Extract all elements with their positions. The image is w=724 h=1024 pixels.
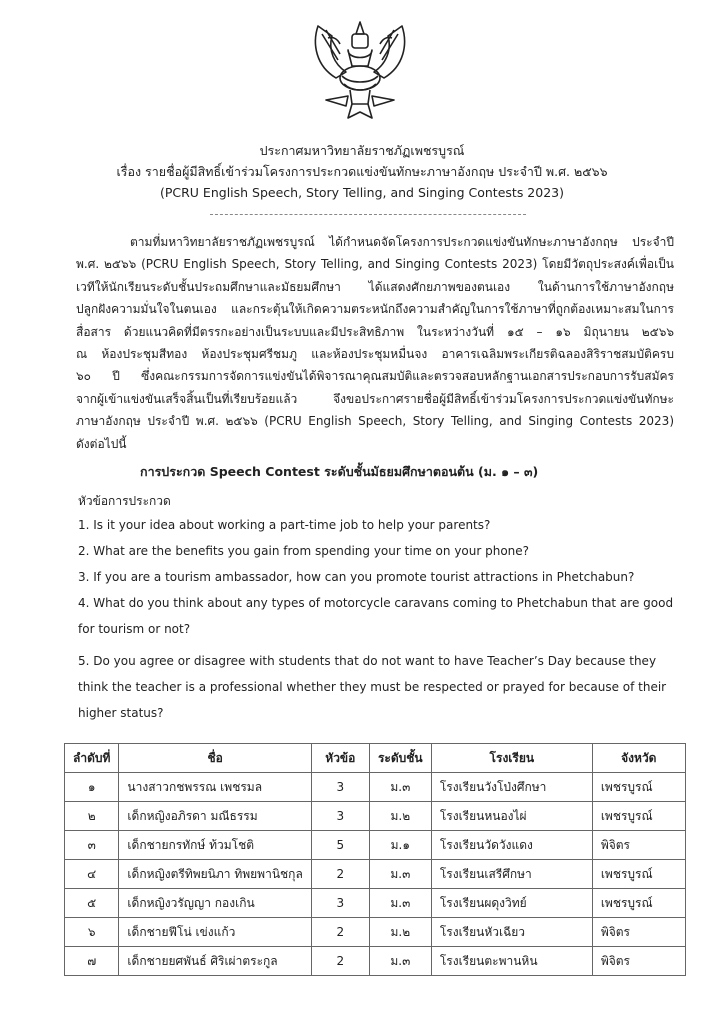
separator-line (210, 214, 526, 215)
cell-province: เพชรบูรณ์ (592, 802, 685, 831)
cell-level: ม.๓ (369, 773, 431, 802)
body-line: เวทีให้นักเรียนระดับชั้นประถมศึกษาและมัธยมศึกษา ได้แสดงศักยภาพของตนเอง ในด้านการใช้ภาษาอังกฤษ (76, 279, 674, 294)
cell-level: ม.๑ (369, 831, 431, 860)
garuda-emblem-icon (298, 14, 422, 126)
cell-topic: 2 (311, 947, 369, 976)
table-row (65, 773, 686, 802)
cell-level: ม.๓ (369, 889, 431, 918)
cell-level: ม.๓ (369, 947, 431, 976)
topics-label: หัวข้อการประกวด (78, 494, 171, 508)
cell-level: ม.๒ (369, 918, 431, 947)
cell-order: ๗ (65, 947, 119, 976)
cell-school: โรงเรียนวังโป่งศึกษา (431, 773, 592, 802)
cell-topic: 2 (311, 918, 369, 947)
cell-topic: 2 (311, 860, 369, 889)
table-row (65, 918, 686, 947)
contest-topics (78, 490, 678, 726)
col-header-name: ชื่อ (119, 744, 311, 773)
cell-province: เพชรบูรณ์ (592, 889, 685, 918)
cell-name: เด็กหญิงวรัญญา กองเกิน (119, 889, 311, 918)
cell-school: โรงเรียนผดุงวิทย์ (431, 889, 592, 918)
announcement-event-name: (PCRU English Speech, Story Telling, and Singing Contests 2023) (159, 185, 564, 200)
cell-order: ๕ (65, 889, 119, 918)
topic-item: 5. Do you agree or disagree with students that do not want to have Teacher’s Day because they think the teacher is a professional whether they must be respected or prayed for because of their higher status? (78, 654, 667, 720)
cell-name: เด็กหญิงอภิรดา มณีธรรม (119, 802, 311, 831)
announcement-title: ประกาศมหาวิทยาลัยราชภัฏเพชรบูรณ์ (259, 143, 465, 158)
cell-school: โรงเรียนเสรีศึกษา (431, 860, 592, 889)
cell-province: พิจิตร (592, 947, 685, 976)
body-line: ณ ห้องประชุมสีทอง ห้องประชุมศรีชมภู และห้องประชุมหมื่นจง อาคารเฉลิมพระเกียรติฉลองสิริราชสมบัติครบ (76, 347, 674, 362)
col-header-order: ลำดับที่ (65, 744, 119, 773)
cell-order: ๖ (65, 918, 119, 947)
cell-province: พิจิตร (592, 918, 685, 947)
table-row (65, 831, 686, 860)
cell-province: เพชรบูรณ์ (592, 860, 685, 889)
cell-level: ม.๓ (369, 860, 431, 889)
section-heading: การประกวด Speech Contest ระดับชั้นมัธยมศึกษาตอนต้น (ม. ๑ – ๓) (140, 464, 539, 479)
topic-item: 2. What are the benefits you gain from spending your time on your phone? (78, 544, 530, 558)
cell-school: โรงเรียนหนองไผ่ (431, 802, 592, 831)
table-row (65, 947, 686, 976)
table-header-row (65, 744, 686, 773)
cell-name: เด็กชายยศพันธ์ ศิริเผ่าตระกูล (119, 947, 311, 976)
topic-item: 3. If you are a tourism ambassador, how can you promote tourist attractions in Phetchabun? (78, 570, 635, 584)
cell-order: ๔ (65, 860, 119, 889)
participants-table (64, 743, 686, 976)
body-line: จากผู้เข้าแข่งขันเสร็จสิ้นเป็นที่เรียบร้อยแล้ว จึงขอประกาศรายชื่อผู้มีสิทธิ์เข้าร่วมโครงการประกวดแข่งขันทักษะ (76, 391, 674, 406)
cell-school: โรงเรียนตะพานหิน (431, 947, 592, 976)
body-line: ๖๐ ปี ซึ่งคณะกรรมการจัดการแข่งขันได้พิจารณาคุณสมบัติและตรวจสอบหลักฐานเอกสารประกอบการรับสมัคร (76, 369, 674, 384)
cell-level: ม.๒ (369, 802, 431, 831)
cell-topic: 5 (311, 831, 369, 860)
col-header-school: โรงเรียน (431, 744, 592, 773)
table-row (65, 860, 686, 889)
topic-item: 4. What do you think about any types of motorcycle caravans coming to Phetchabun that are good for tourism or not? (78, 596, 674, 636)
cell-name: เด็กหญิงตรีทิพยนิภา ทิพยพานิชกุล (119, 860, 311, 889)
body-line: พ.ศ. ๒๕๖๖ (PCRU English Speech, Story Telling, and Singing Contests 2023) โดยมีวัตถุประสงค์เพื่อเป็น (76, 257, 674, 272)
col-header-province: จังหวัด (592, 744, 685, 773)
cell-topic: 3 (311, 773, 369, 802)
table-row (65, 802, 686, 831)
cell-province: พิจิตร (592, 831, 685, 860)
body-line: สื่อสาร ด้วยแนวคิดที่มีตรรกะอย่างเป็นระบบและมีประสิทธิภาพ ในระหว่างวันที่ ๑๕ – ๑๖ มิถุนายน ๒๕๖๖ (76, 324, 674, 339)
body-line: ปลูกฝังความมั่นใจในตนเอง และกระตุ้นให้เกิดความตระหนักถึงความสำคัญในการใช้ภาษาที่ถูกต้องเหมาะสมในการ (76, 302, 674, 317)
col-header-topic: หัวข้อ (311, 744, 369, 773)
announcement-subject: เรื่อง รายชื่อผู้มีสิทธิ์เข้าร่วมโครงการประกวดแข่งขันทักษะภาษาอังกฤษ ประจำปี พ.ศ. ๒๕๖๖ (116, 164, 608, 179)
cell-topic: 3 (311, 802, 369, 831)
col-header-level: ระดับชั้น (369, 744, 431, 773)
table-row (65, 889, 686, 918)
cell-order: ๑ (65, 773, 119, 802)
cell-province: เพชรบูรณ์ (592, 773, 685, 802)
body-line: ตามที่มหาวิทยาลัยราชภัฏเพชรบูรณ์ ได้กำหนดจัดโครงการประกวดแข่งขันทักษะภาษาอังกฤษ ประจำปี (130, 235, 674, 249)
cell-school: โรงเรียนหัวเฉียว (431, 918, 592, 947)
topic-item: 1. Is it your idea about working a part-time job to help your parents? (78, 518, 491, 532)
cell-order: ๒ (65, 802, 119, 831)
body-line: ดังต่อไปนี้ (76, 436, 127, 451)
cell-school: โรงเรียนวัดวังแดง (431, 831, 592, 860)
cell-topic: 3 (311, 889, 369, 918)
cell-name: เด็กชายกรทักษ์ ท้วมโชติ (119, 831, 311, 860)
cell-name: เด็กชายฟีโน่ เข่งแก้ว (119, 918, 311, 947)
cell-order: ๓ (65, 831, 119, 860)
cell-name: นางสาวกชพรรณ เพชรมล (119, 773, 311, 802)
body-line: ภาษาอังกฤษ ประจำปี พ.ศ. ๒๕๖๖ (PCRU English Speech, Story Telling, and Singing Contests 2023) (76, 414, 674, 429)
announcement-body (76, 231, 674, 455)
